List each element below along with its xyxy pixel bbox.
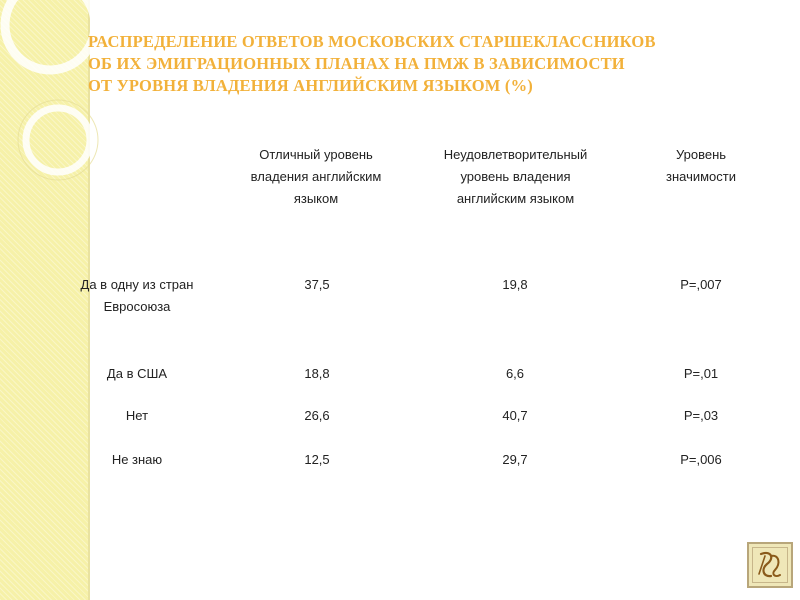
monogram-logo-icon (747, 542, 793, 588)
header-text-line: Отличный уровень (259, 147, 373, 162)
cell-usa-significance: Р=,01 (683, 366, 719, 381)
title-line-1: РАСПРЕДЕЛЕНИЕ ОТВЕТОВ МОСКОВСКИХ СТАРШЕКЛАССНИКОВ (88, 32, 656, 51)
row-label-eu (52, 274, 222, 318)
title-line-3: ОТ УРОВНЯ ВЛАДЕНИЯ АНГЛИЙСКИМ ЯЗЫКОМ (%) (88, 76, 533, 95)
header-excellent-english (226, 144, 406, 210)
header-text-line: значимости (665, 169, 736, 184)
header-text-line: Неудовлетворительный (443, 147, 588, 162)
header-text-line: английским языком (456, 191, 575, 206)
cell-no-excellent: 26,6 (304, 408, 330, 423)
header-text-line: Уровень (675, 147, 727, 162)
header-poor-english (413, 144, 618, 210)
cell-dont-know-poor: 29,7 (502, 452, 528, 467)
row-label-dont-know (52, 449, 222, 471)
row-label-no (52, 405, 222, 427)
row-label-line: Да в США (106, 366, 168, 381)
header-text-line: языком (293, 191, 339, 206)
cell-no-poor: 40,7 (502, 408, 528, 423)
header-text-line: владения английским (250, 169, 382, 184)
cell-no-significance: Р=,03 (683, 408, 719, 423)
cell-usa-excellent: 18,8 (304, 366, 330, 381)
header-text-line: уровень владения (460, 169, 571, 184)
header-significance (626, 144, 776, 188)
row-label-usa (52, 363, 222, 385)
cell-dont-know-excellent: 12,5 (304, 452, 330, 467)
cell-usa-poor: 6,6 (505, 366, 525, 381)
row-label-line: Да в одну из стран (80, 277, 194, 292)
row-label-line: Нет (125, 408, 149, 423)
row-label-line: Не знаю (111, 452, 163, 467)
cell-eu-significance: Р=,007 (680, 277, 722, 292)
cell-eu-excellent: 37,5 (304, 277, 330, 292)
cell-eu-poor: 19,8 (502, 277, 528, 292)
row-label-line: Евросоюза (103, 299, 171, 314)
cell-dont-know-significance: Р=,006 (680, 452, 722, 467)
title-line-2: ОБ ИХ ЭМИГРАЦИОННЫХ ПЛАНАХ НА ПМЖ В ЗАВИСИМОСТИ (88, 54, 625, 73)
